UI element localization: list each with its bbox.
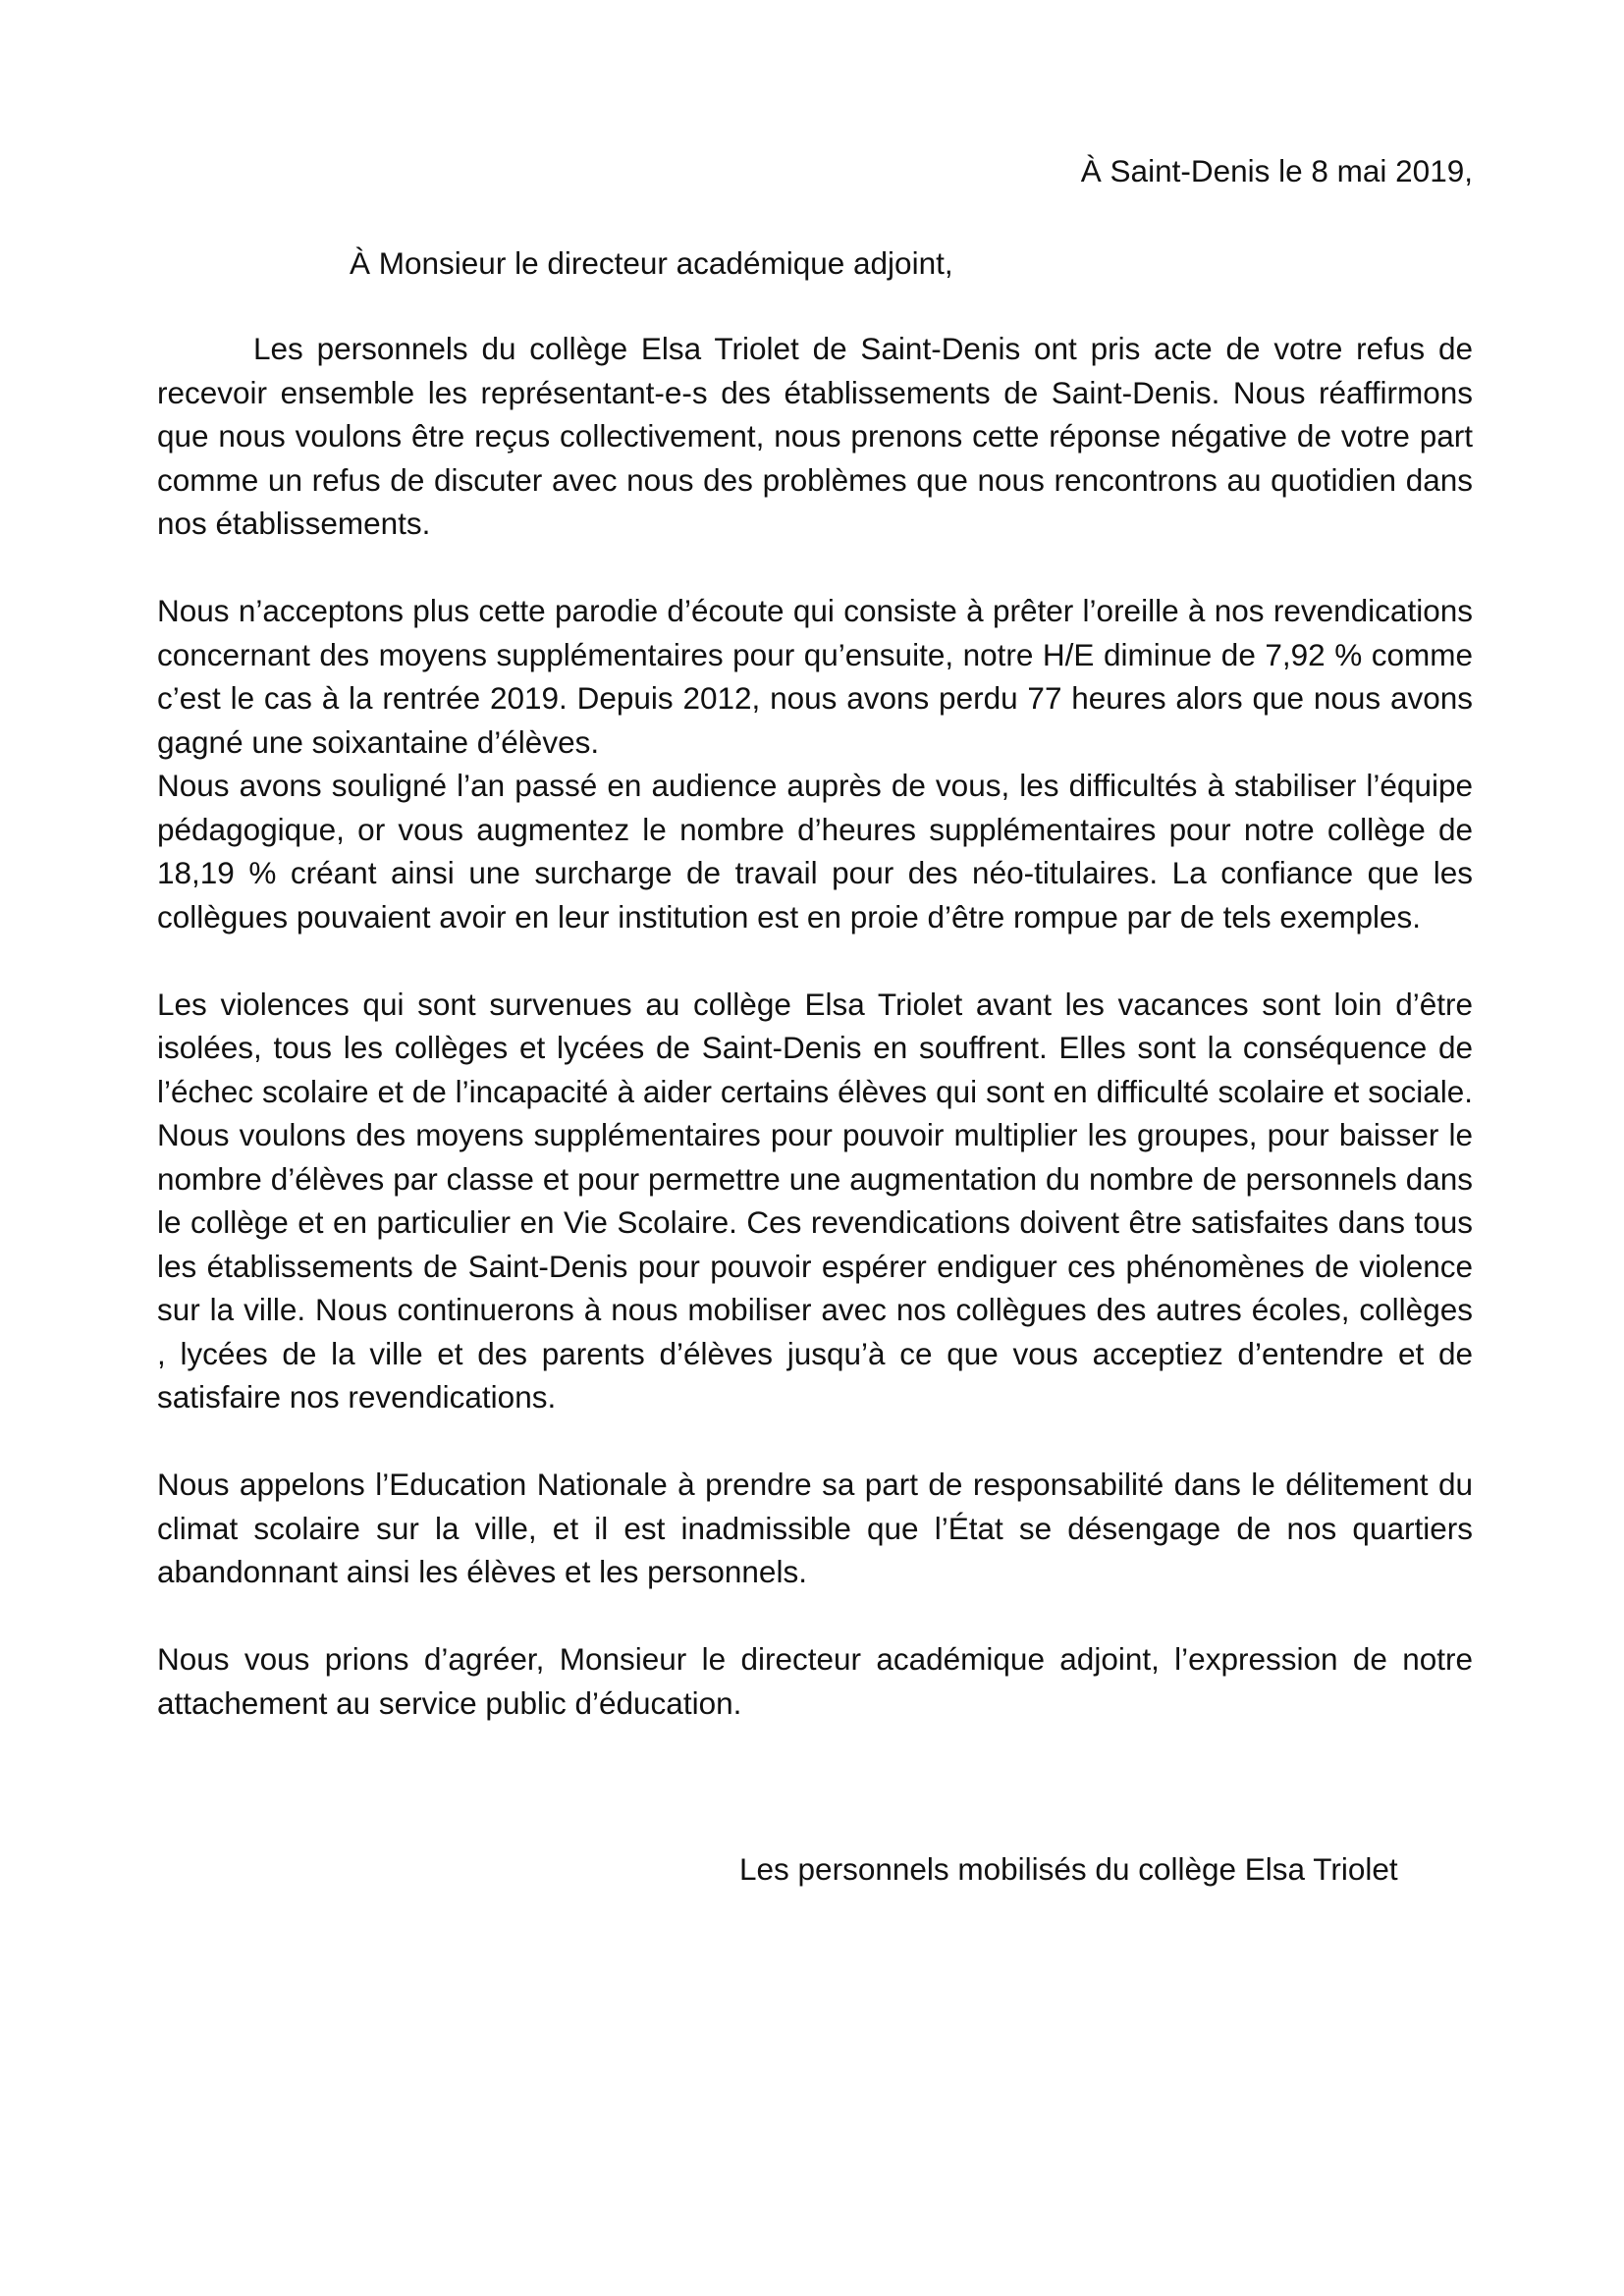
paragraph-hours: Nous n’acceptons plus cette parodie d’écoute qui consiste à prêter l’oreille à nos revendications concernant des moyens supplémentaires pour qu’ensuite, notre H/E diminue de 7,92 % comme c’est le cas à la rentrée 2019. Depuis 2012, nous avons perdu 77 heures alors que nous avons gagné une soixantaine d’élèves. [157,593,1473,760]
paragraph-closing: Nous vous prions d’agréer, Monsieur le directeur académique adjoint, l’expression de notre attachement au service public d’éducation. [157,1641,1473,1721]
paragraph-responsibility: Nous appelons l’Education Nationale à prendre sa part de responsabilité dans le délitement du climat scolaire sur la ville, et il est inadmissible que l’État se désengage de nos quartiers abandonnant ainsi les élèves et les personnels. [157,1467,1473,1589]
paragraph-overtime: Nous avons souligné l’an passé en audience auprès de vous, les difficultés à stabiliser l’équipe pédagogique, or vous augmentez le nombre d’heures supplémentaires pour notre collège de 18,19 % créant ainsi une surcharge de travail pour des néo-titulaires. La confiance que les collègues pouvaient avoir en leur institution est en proie d’être rompue par de tels exemples. [157,768,1473,934]
paragraph-refusal: Les personnels du collège Elsa Triolet de Saint-Denis ont pris acte de votre refus de recevoir ensemble les représentant-e-s des établissements de Saint-Denis. Nous réaffirmons que nous voulons être reçus collectivement, nous prenons cette réponse négative de votre part comme un refus de discuter avec nous des problèmes que nous rencontrons au quotidien dans nos établissements. [157,331,1473,541]
signature: Les personnels mobilisés du collège Elsa Triolet [739,1851,1398,1887]
place-date: À Saint-Denis le 8 mai 2019, [1080,153,1473,188]
letter-body [157,327,1473,1769]
addressee: À Monsieur le directeur académique adjoint, [350,245,953,281]
paragraph-violence: Les violences qui sont survenues au collège Elsa Triolet avant les vacances sont loin d’être isolées, tous les collèges et lycées de Saint-Denis en souffrent. Elles sont la conséquence de l’échec scolaire et de l’incapacité à aider certains élèves qui sont en difficulté scolaire et sociale. Nous voulons des moyens supplémentaires pour pouvoir multiplier les groupes, pour baisser le nombre d’élèves par classe et pour permettre une augmentation du nombre de personnels dans le collège et en particulier en Vie Scolaire. Ces revendications doivent être satisfaites dans tous les établissements de Saint-Denis pour pouvoir espérer endiguer ces phénomènes de violence sur la ville. Nous continuerons à nous mobiliser avec nos collègues des autres écoles, collèges , lycées de la ville et des parents d’élèves jusqu’à ce que vous acceptiez d’entendre et de satisfaire nos revendications. [157,986,1473,1415]
